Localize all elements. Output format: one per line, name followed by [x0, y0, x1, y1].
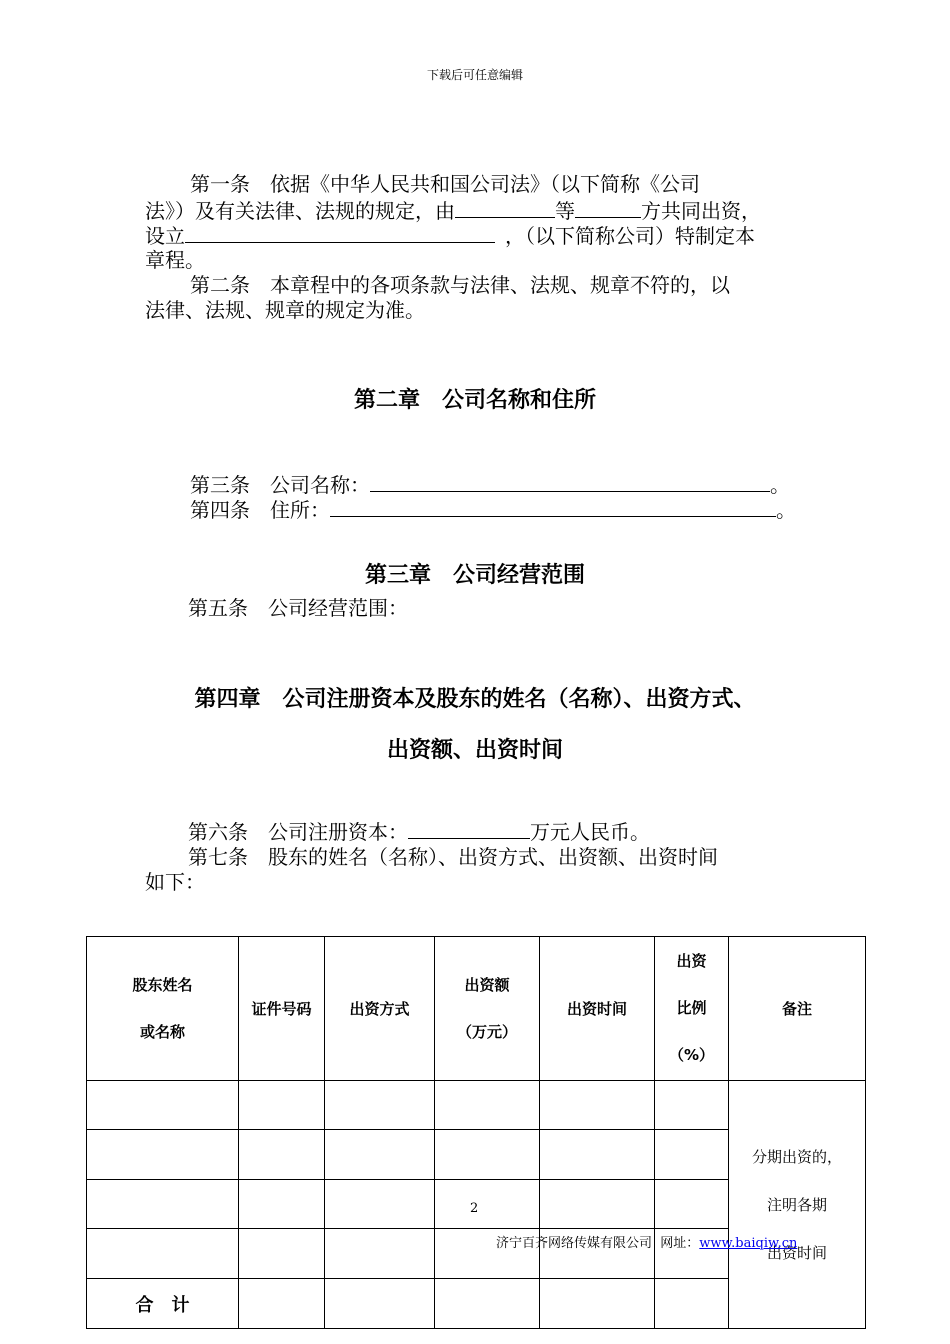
chapter-4-title-line-1: 第四章 公司注册资本及股东的姓名（名称）、出资方式、 [194, 687, 756, 712]
article-1-text: ，（以下简称公司）特制定本 [505, 224, 755, 248]
chapter-2-title: 第二章 公司名称和住所 [353, 388, 596, 413]
blank-field [575, 198, 641, 218]
remarks-note [729, 1081, 866, 1329]
note-text: 出资时间 [766, 1243, 827, 1262]
header-contribution-method: 出资方式 [325, 937, 435, 1081]
table-row [87, 1081, 866, 1130]
header-shareholder-name [87, 937, 239, 1081]
header-text: 出资 [676, 952, 707, 970]
article-1-line-4: 章程。 [145, 248, 205, 272]
header-contribution-time: 出资时间 [540, 937, 655, 1081]
blank-field [185, 223, 495, 243]
article-1-text: 设立 [145, 224, 185, 248]
note-text: 分期出资的， [751, 1147, 842, 1166]
article-1-text: 法》）及有关法律、法规的规定，由 [145, 199, 455, 223]
shareholder-table [86, 936, 866, 1329]
article-4-end: 。 [776, 498, 796, 522]
header-remarks: 备注 [729, 937, 866, 1081]
article-6 [188, 819, 650, 845]
header-text: （%） [668, 1046, 715, 1064]
blank-field [330, 497, 776, 517]
article-3-label: 第三条 公司名称： [190, 473, 370, 497]
page-number: 2 [470, 1201, 479, 1216]
footer-site-label: 网址： [660, 1236, 700, 1251]
article-4-label: 第四条 住所： [190, 498, 330, 522]
article-3 [190, 472, 790, 498]
article-6-unit: 万元人民币。 [530, 820, 650, 844]
total-label: 合 计 [87, 1279, 239, 1329]
article-4 [190, 497, 796, 523]
chapter-4-title-line-2: 出资额、出资时间 [386, 738, 563, 763]
header-text: 比例 [676, 999, 707, 1017]
blank-field [408, 819, 530, 839]
chapter-3-title: 第三章 公司经营范围 [364, 563, 585, 588]
article-1-line-3 [145, 223, 755, 249]
article-2-line-2: 法律、法规、规章的规定为准。 [145, 298, 425, 322]
article-6-label: 第六条 公司注册资本： [188, 820, 408, 844]
header-text: 出资额 [464, 975, 510, 994]
header-contribution-amount [435, 937, 540, 1081]
note-text: 注明各期 [766, 1195, 827, 1214]
article-1-text: 等 [555, 199, 575, 223]
article-2-line-1: 第二条 本章程中的各项条款与法律、法规、规章不符的，以 [190, 273, 730, 297]
footer-url-link[interactable]: www.baiqiw.cn [699, 1236, 798, 1251]
article-7-line-1: 第七条 股东的姓名（名称）、出资方式、出资额、出资时间 [188, 845, 718, 869]
article-1-line-2 [145, 198, 761, 224]
header-id-number: 证件号码 [239, 937, 325, 1081]
article-1-text: 方共同出资， [641, 199, 761, 223]
header-text: （万元） [456, 1022, 517, 1041]
article-1-line-1: 第一条 依据《中华人民共和国公司法》（以下简称《公司 [190, 172, 700, 196]
footer-company: 济宁百齐网络传媒有限公司 [496, 1236, 653, 1251]
page-footer [496, 1232, 797, 1251]
article-5: 第五条 公司经营范围： [188, 596, 408, 620]
blank-field [455, 198, 555, 218]
blank-field [370, 472, 770, 492]
header-text: 或名称 [139, 1022, 185, 1041]
header-text: 股东姓名 [132, 975, 193, 994]
page-header: 下载后可任意编辑 [426, 68, 523, 82]
header-contribution-ratio [655, 937, 729, 1081]
article-3-end: 。 [770, 473, 790, 497]
table-header-row [87, 937, 866, 1081]
article-7-line-2: 如下： [145, 870, 205, 894]
